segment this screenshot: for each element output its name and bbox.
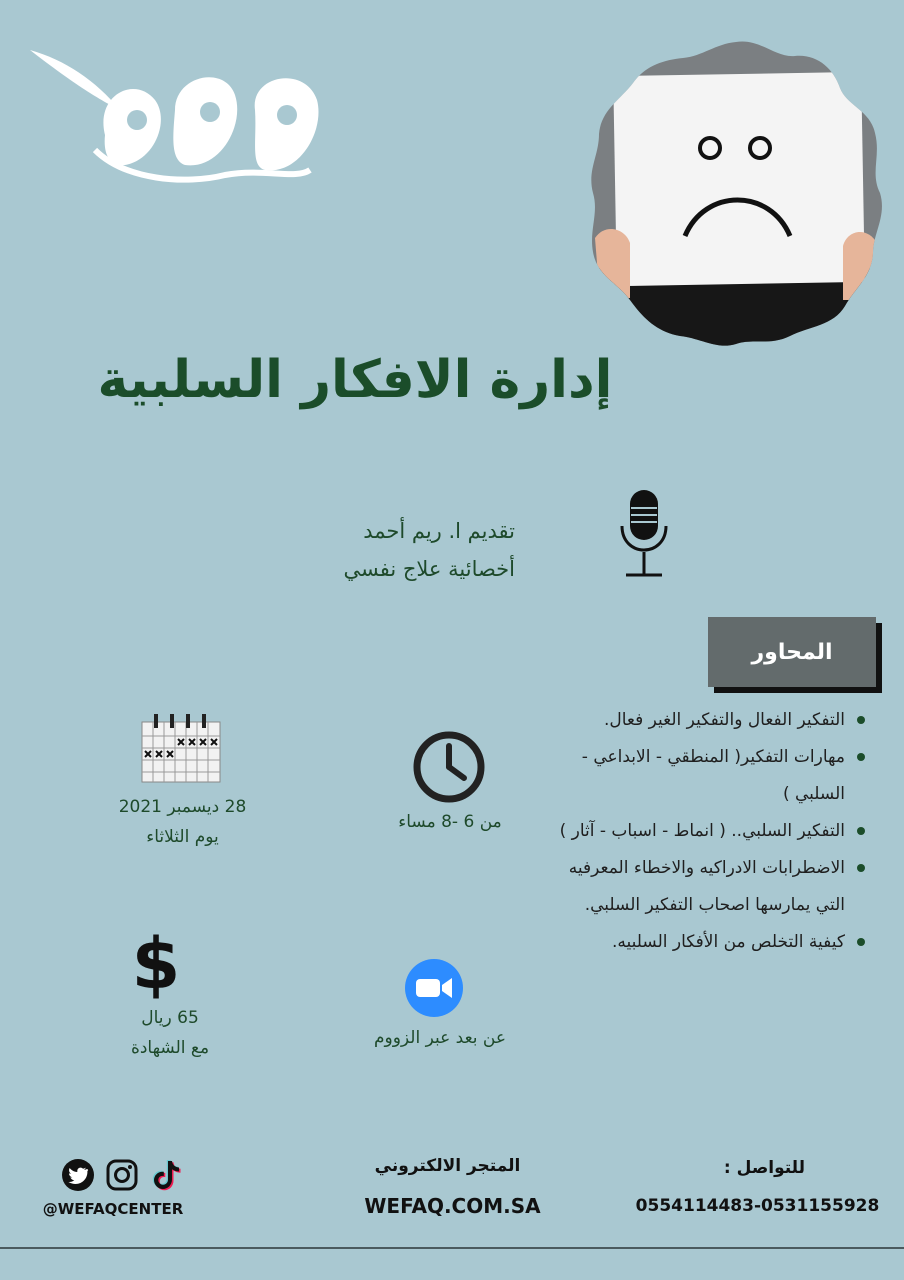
store-label: المتجر الالكتروني [374, 1156, 521, 1176]
list-item: الاضطرابات الادراكيه والاخطاء المعرفيه التي يمارسها اصحاب التفكير السلبي. [540, 850, 865, 924]
social-handle[interactable]: @WEFAQCENTER [42, 1200, 184, 1218]
wefaq-logo [25, 40, 325, 190]
page-title: إدارة الافكار السلبية [97, 350, 613, 410]
presenter-name: تقديم ا. ريم أحمد [363, 519, 515, 543]
presenter-info [250, 512, 515, 588]
date-weekday: يوم الثلاثاء [146, 827, 219, 847]
contact-label: للتواصل : [723, 1158, 805, 1178]
event-price [80, 1003, 260, 1063]
twitter-icon[interactable] [61, 1158, 95, 1192]
presenter-role: أخصائية علاج نفسي [343, 557, 515, 581]
footer-divider [0, 1247, 904, 1249]
list-item: التفكير الفعال والتفكير الغير فعال. [540, 702, 865, 739]
topics-list [540, 702, 865, 961]
topics-header: المحاور [708, 617, 876, 687]
sad-face-photo [585, 38, 887, 350]
calendar-icon [140, 714, 222, 784]
price-note: مع الشهادة [130, 1038, 210, 1058]
list-item: مهارات التفكير( المنطقي - الابداعي - السلبي ) [540, 739, 865, 813]
tiktok-icon[interactable] [149, 1158, 183, 1192]
microphone-icon [618, 488, 670, 580]
list-item: التفكير السلبي.. ( انماط - اسباب - آثار ) [540, 813, 865, 850]
instagram-icon[interactable] [105, 1158, 139, 1192]
contact-phones[interactable]: 0554114483-0531155928 [635, 1196, 880, 1216]
price-amount: 65 ريال [141, 1008, 199, 1028]
date-day: 28 ديسمبر 2021 [118, 797, 247, 817]
zoom-icon [404, 958, 464, 1018]
social-icons [57, 1156, 187, 1194]
event-date [90, 792, 275, 852]
list-item: كيفية التخلص من الأفكار السلبيه. [540, 924, 865, 961]
store-link[interactable]: WEFAQ.COM.SA [364, 1194, 541, 1218]
event-mode: عن بعد عبر الزووم [373, 1028, 507, 1048]
event-time: من 6 -8 مساء [398, 812, 502, 832]
clock-icon [412, 730, 486, 804]
dollar-icon: $ [131, 923, 181, 1005]
